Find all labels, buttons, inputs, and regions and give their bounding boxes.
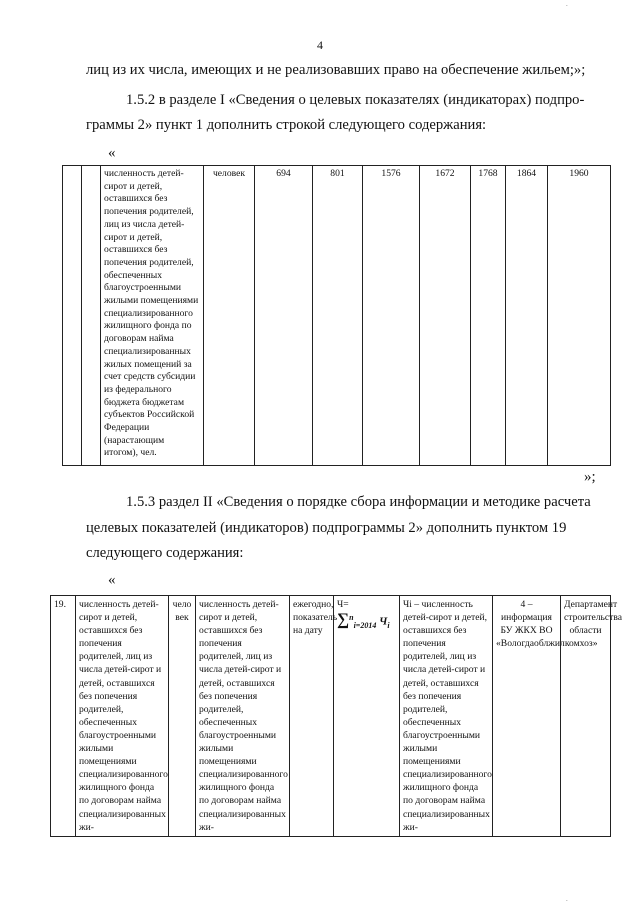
paragraph-153-line3: следующего содержания: (86, 545, 244, 561)
responsible-body: Департамент строительства области (561, 596, 611, 837)
formula-sup: n (349, 613, 354, 623)
table-row (51, 596, 611, 837)
formula-term: Ч (379, 615, 388, 628)
indicator-unit: человек (204, 166, 255, 466)
paragraph-152-line1: 1.5.2 в разделе I «Сведения о целевых показателях (индикаторах) подпро- (126, 92, 585, 108)
value-cell: 801 (313, 166, 363, 466)
page-number: 4 (317, 38, 323, 52)
indicator-text: численность детей-сирот и детей, оставшихся без попечения родителей, лиц из числа детей-сирот и детей, оставшихся без попечения родителей, обеспеченных благоустроенными жилыми помещениями специализированного жилищного фонда по договорам найма специализированных жилых помещений за счет средств субсидии из федерального бюджета бюджетам субъектов Российской Федерации (нарастающим итогом), чел. (101, 166, 204, 466)
value-cell: 1960 (548, 166, 611, 466)
corner-mark-top: . (566, 0, 568, 8)
value-cell: 1768 (471, 166, 506, 466)
table-row (63, 166, 611, 466)
paragraph-153-line1: 1.5.3 раздел II «Сведения о порядке сбора информации и методике расчета (126, 494, 591, 510)
table-cell-empty (82, 166, 101, 466)
periodicity: ежегодно, показатель на дату (290, 596, 334, 837)
open-quote-1: « (108, 145, 116, 161)
open-quote-2: « (108, 572, 116, 588)
indicator-table (62, 165, 611, 466)
indicator-definition: численность детей-сирот и детей, оставшихся без попечения родителей, лиц из числа детей-сирот и детей, оставшихся без попечения родителей, обеспеченных благоустроенными жилыми помещениями специализированного жилищного фонда по договорам найма специализированных жи- (196, 596, 290, 837)
formula-variables: Чi – численность детей-сирот и детей, оставшихся без попечения родителей, лиц из числа детей-сирот и детей, оставшихся без попечения родителей, обеспеченных благоустроенными жилыми помещениями специализированного жилищного фонда по договорам найма специализированных жи- (400, 596, 493, 837)
table-cell-empty (63, 166, 82, 466)
value-cell: 694 (255, 166, 313, 466)
value-cell: 1864 (506, 166, 548, 466)
paragraph-152-line2: граммы 2» пункт 1 дополнить строкой следующего содержания: (86, 117, 487, 133)
indicator-unit: человек (169, 596, 196, 837)
formula-lhs: Ч= (337, 599, 349, 610)
item-number: 19. (51, 596, 76, 837)
value-cell: 1576 (363, 166, 420, 466)
paragraph-153-line2: целевых показателей (индикаторов) подпрограммы 2» дополнить пунктом 19 (86, 520, 567, 536)
formula-sub: i=2014 (353, 620, 377, 630)
top-line: лиц из их числа, имеющих и не реализовавших право на обеспечение жильем;»; (86, 62, 586, 78)
method-table (50, 595, 623, 837)
indicator-name: численность детей-сирот и детей, оставшихся без попечения родителей, лиц из числа детей-сирот и детей, оставшихся без попечения родителей, обеспеченных благоустроенными жилыми помещениями специализированного жилищного фонда по договорам найма специализированных жи- (76, 596, 169, 837)
sigma-symbol: ∑ (337, 609, 350, 629)
data-source: 4 – информация БУ ЖКХ ВО «Вологдаоблжилкомхоз» (493, 596, 561, 837)
formula (334, 596, 400, 837)
formula-term-sub: i (387, 620, 390, 630)
value-cell: 1672 (420, 166, 471, 466)
corner-mark-bottom: . (566, 895, 568, 903)
sum-formula (337, 611, 396, 632)
close-quote-1: »; (584, 469, 596, 485)
